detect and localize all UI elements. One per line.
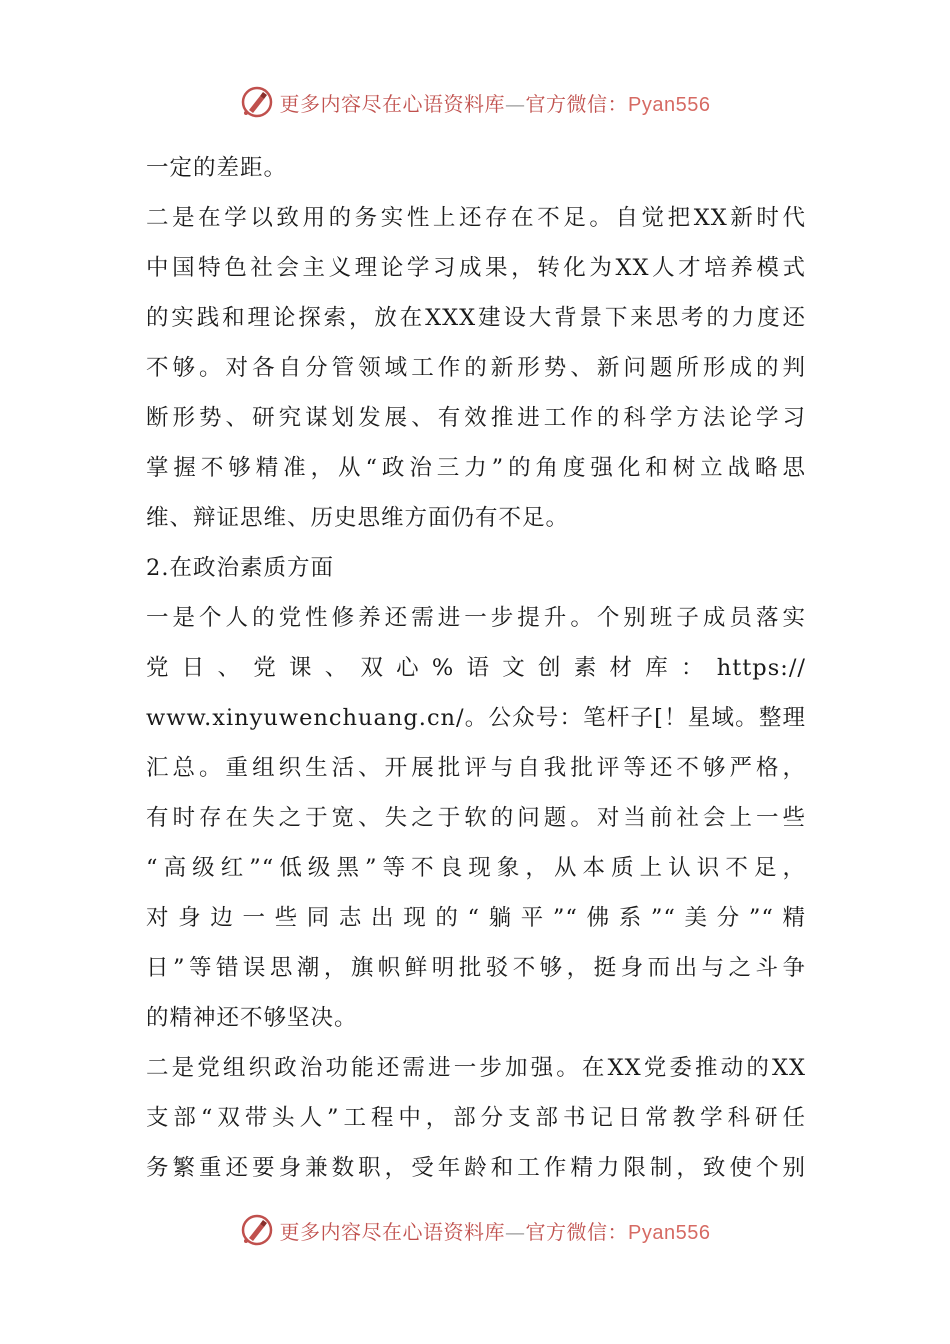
body-line: 中国特色社会主义理论学习成果，转化为XX人才培养模式: [146, 255, 806, 281]
footer-wechat-label: 官方微信：: [525, 1219, 629, 1244]
pen-logo-icon: [240, 85, 274, 119]
body-line: 二是党组织政治功能还需进一步加强。在XX党委推动的XX: [146, 1055, 806, 1081]
body-line: 掌握不够精准，从“政治三力”的角度强化和树立战略思: [146, 455, 806, 481]
document-body: [146, 143, 806, 1193]
body-line: 党日、党课、双心%语文创素材库：https://: [146, 655, 806, 681]
body-line: 对身边一些同志出现的“躺平”“佛系”“美分”“精: [146, 905, 806, 931]
header-wechat-label: 官方微信：: [525, 91, 629, 116]
body-line: 支部“双带头人”工程中，部分支部书记日常教学科研任: [146, 1105, 806, 1131]
body-line: 务繁重还要身兼数职，受年龄和工作精力限制，致使个别: [146, 1155, 806, 1181]
footer-banner-title: 更多内容尽在心语资料库: [279, 1219, 506, 1244]
header-banner: [0, 82, 950, 122]
body-line: 二是在学以致用的务实性上还存在不足。自觉把XX新时代: [146, 205, 806, 231]
body-line: 的精神还不够坚决。: [146, 1005, 358, 1031]
footer-banner: [0, 1210, 950, 1250]
body-line: 汇总。重组织生活、开展批评与自我批评等还不够严格，: [146, 755, 806, 781]
footer-banner-separator: —: [505, 1219, 526, 1244]
body-line: 的实践和理论探索，放在XXX建设大背景下来思考的力度还: [146, 305, 806, 331]
body-line: 有时存在失之于宽、失之于软的问题。对当前社会上一些: [146, 805, 806, 831]
body-line: 一定的差距。: [146, 155, 288, 181]
pen-logo-icon: [240, 1213, 274, 1247]
header-banner-title: 更多内容尽在心语资料库: [279, 91, 506, 116]
header-banner-separator: —: [505, 91, 526, 116]
footer-banner-text: [280, 1216, 711, 1245]
header-banner-text: [280, 88, 711, 117]
body-line: 断形势、研究谋划发展、有效推进工作的科学方法论学习: [146, 405, 806, 431]
section-heading: 2.在政治素质方面: [146, 555, 334, 581]
body-line: 一是个人的党性修养还需进一步提升。个别班子成员落实: [146, 605, 806, 631]
header-wechat-id: Pyan556: [628, 93, 711, 116]
body-line: 日”等错误思潮，旗帜鲜明批驳不够，挺身而出与之斗争: [146, 955, 806, 981]
body-line: “高级红”“低级黑”等不良现象，从本质上认识不足，: [146, 855, 806, 881]
footer-wechat-id: Pyan556: [628, 1221, 711, 1244]
body-line: 维、辩证思维、历史思维方面仍有不足。: [146, 505, 570, 531]
body-line: 不够。对各自分管领域工作的新形势、新问题所形成的判: [146, 355, 806, 381]
body-line: www.xinyuwenchuang.cn/。公众号：笔杆子[！星域。整理: [146, 705, 806, 731]
